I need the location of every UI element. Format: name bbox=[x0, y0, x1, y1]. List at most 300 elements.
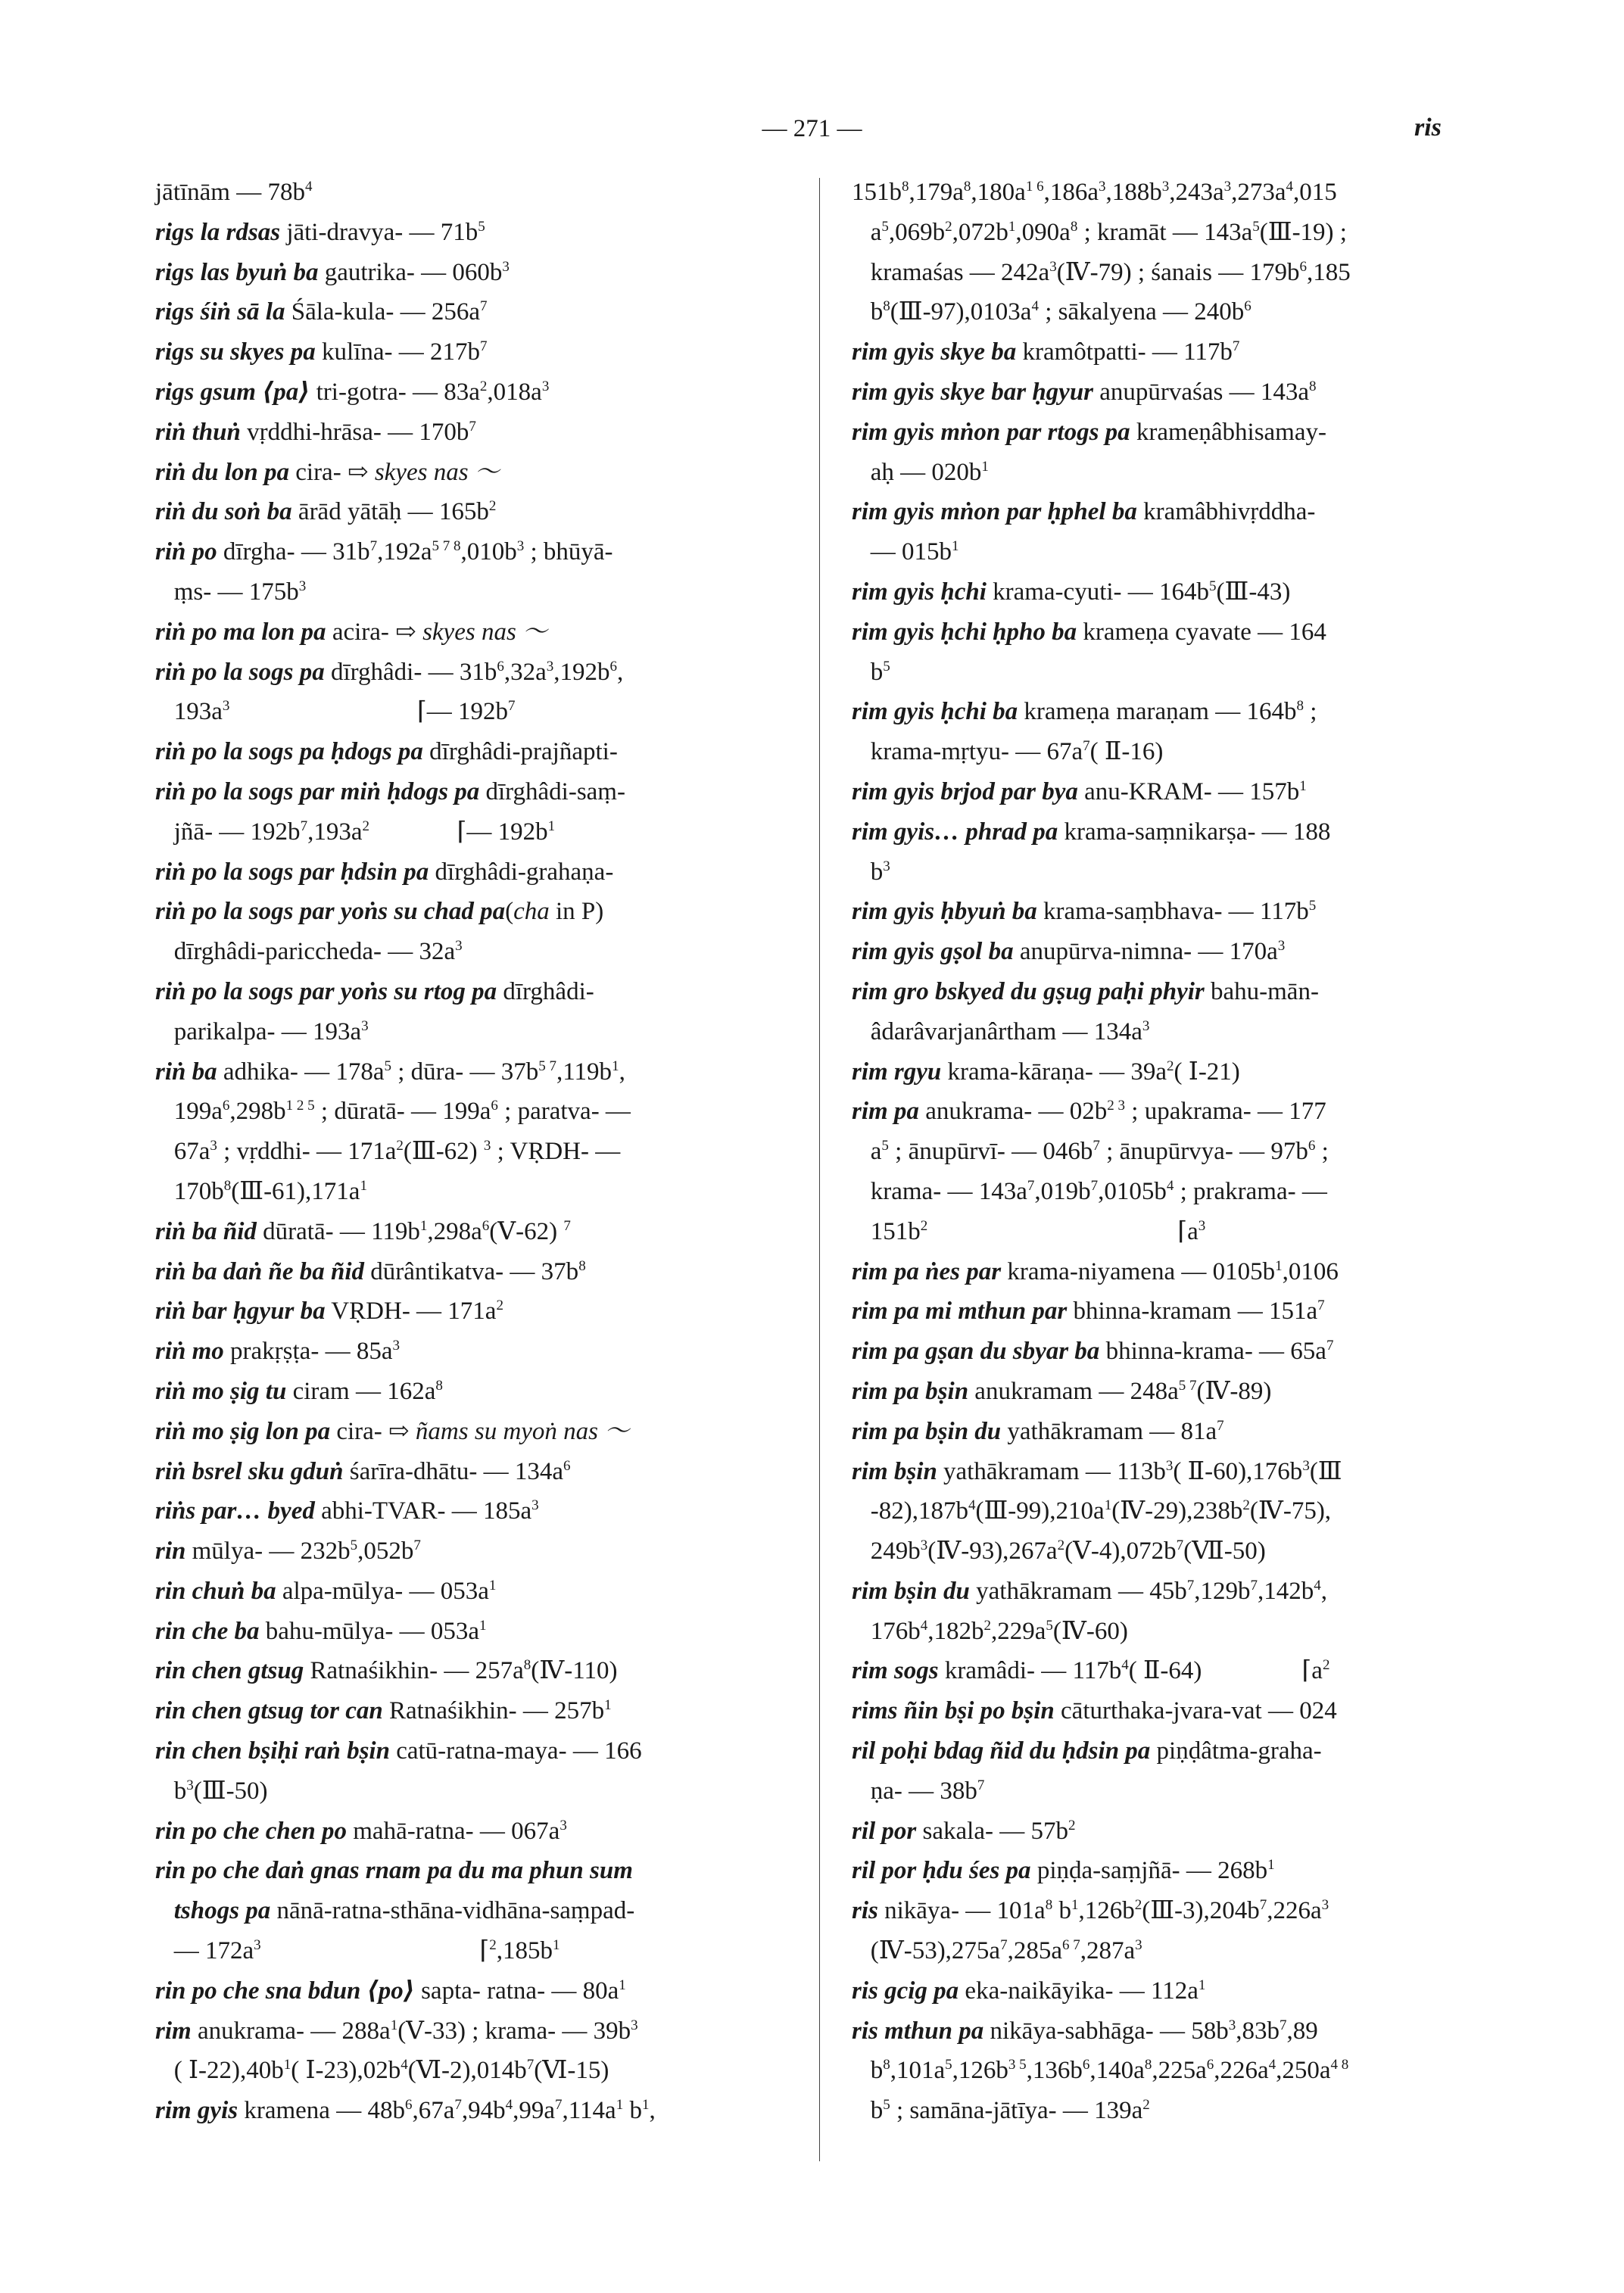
tibetan-headword: rim gyis bbox=[155, 2097, 238, 2125]
entry-text: krama-saṃbhava- — 117b bbox=[1036, 898, 1309, 926]
superscript: 7 bbox=[480, 338, 488, 355]
superscript: 1 bbox=[1267, 1857, 1275, 1874]
dictionary-line bbox=[852, 1612, 1499, 1652]
superscript: 8 bbox=[578, 1257, 586, 1274]
entry-text: piṇḍa-saṃjñā- — 268b bbox=[1030, 1857, 1268, 1885]
superscript: 3 bbox=[254, 1937, 261, 1954]
entry-text: a bbox=[852, 218, 882, 246]
tibetan-headword: rim gyis ḥchi ba bbox=[852, 698, 1018, 726]
entry-text: -82),187b bbox=[852, 1497, 968, 1525]
dictionary-line bbox=[155, 1092, 795, 1132]
superscript: 3 bbox=[1161, 179, 1170, 195]
superscript: 7 bbox=[300, 818, 308, 834]
superscript: 2 bbox=[1142, 2097, 1150, 2114]
entry-text: ,243a bbox=[1169, 179, 1224, 206]
entry-text: ,015 bbox=[1293, 179, 1337, 206]
superscript: 2 bbox=[1134, 1897, 1142, 1914]
tibetan-headword: riṅ po la sogs par yoṅs su chad pa bbox=[155, 898, 506, 926]
superscript: 7 bbox=[1093, 1138, 1100, 1154]
superscript: 8 bbox=[1144, 2057, 1152, 2073]
entry-text: b bbox=[852, 658, 884, 686]
superscript: 8 bbox=[902, 179, 909, 195]
tibetan-headword: riṅ du lon pa bbox=[155, 458, 289, 486]
superscript: 6 bbox=[222, 1098, 230, 1114]
page-number: — 271 — bbox=[762, 115, 862, 142]
dictionary-line bbox=[155, 653, 795, 693]
superscript: 4 bbox=[505, 2097, 513, 2114]
entry-text: ,140a bbox=[1089, 2057, 1145, 2085]
entry-text: ,090a bbox=[1015, 218, 1071, 246]
entry-text: ,019b bbox=[1034, 1177, 1091, 1205]
entry-text: mūlya- — 232b bbox=[185, 1537, 351, 1566]
dictionary-line bbox=[155, 332, 795, 372]
superscript: 4 bbox=[1314, 1577, 1321, 1594]
tibetan-headword: riṅ po la sogs pa bbox=[155, 658, 325, 686]
superscript: 6 bbox=[1206, 2057, 1214, 2073]
superscript: 2 bbox=[489, 1937, 497, 1954]
superscript: 7 bbox=[1217, 1417, 1224, 1434]
tibetan-headword: rim gyis skye bar ḥgyur bbox=[852, 378, 1094, 406]
dictionary-line bbox=[852, 932, 1499, 972]
tibetan-headword: rim gyis ḥchi ḥpho ba bbox=[852, 618, 1077, 646]
superscript: 5 bbox=[883, 2097, 890, 2114]
dictionary-line bbox=[155, 2051, 795, 2091]
entry-text: , bbox=[617, 658, 624, 686]
superscript: 3 bbox=[1228, 2017, 1236, 2033]
entry-text: (Ⅲ-61),171a bbox=[231, 1177, 360, 1205]
entry-text: nikāya-sabhāga- — 58b bbox=[983, 2017, 1229, 2045]
dictionary-line bbox=[852, 772, 1499, 812]
tibetan-headword: rim gyis brjod par bya bbox=[852, 777, 1078, 805]
entry-text: (Ⅲ-97),0103a bbox=[890, 298, 1032, 326]
italic-reference: ñams su myoṅ nas ～ bbox=[415, 1417, 630, 1445]
entry-text: jātīnām — 78b bbox=[155, 179, 305, 206]
entry-text: ; paratva- — bbox=[497, 1098, 631, 1126]
superscript: 4 bbox=[1268, 2057, 1276, 2073]
superscript: 8 bbox=[963, 179, 971, 195]
entry-text: (Ⅲ-3),204b bbox=[1142, 1897, 1260, 1925]
tibetan-headword: rin chen gtsug tor can bbox=[155, 1697, 383, 1725]
entry-text: kramaśas — 242a bbox=[852, 258, 1050, 286]
tibetan-headword: riṅ po la sogs par ḥdsin pa bbox=[155, 858, 429, 886]
superscript: 4 8 bbox=[1330, 2057, 1349, 2073]
entry-text: b bbox=[852, 858, 884, 886]
superscript: 3 bbox=[883, 858, 890, 874]
superscript: 3 bbox=[1135, 1937, 1142, 1954]
entry-text: anupūrva-nimna- — 170a bbox=[1013, 938, 1278, 966]
superscript: 7 bbox=[1186, 1577, 1195, 1594]
superscript: 1 bbox=[952, 538, 959, 555]
tibetan-headword: riṅ bar ḥgyur ba bbox=[155, 1298, 326, 1326]
superscript: 1 bbox=[612, 1058, 619, 1074]
superscript: 5 7 bbox=[538, 1058, 557, 1074]
entry-text: kramena — 48b bbox=[238, 2097, 405, 2125]
tibetan-headword: rin che ba bbox=[155, 1617, 260, 1645]
entry-text: dīrghâdi-prajñapti- bbox=[422, 738, 618, 766]
tibetan-headword: riṅs par… byed bbox=[155, 1497, 315, 1525]
dictionary-line bbox=[852, 732, 1499, 772]
superscript: 2 bbox=[920, 1217, 928, 1234]
entry-text: (Ⅳ-110) bbox=[531, 1657, 618, 1685]
entry-text: cira- ⇨ bbox=[289, 458, 375, 486]
entry-text: jāti-dravya- — 71b bbox=[280, 218, 478, 246]
dictionary-line bbox=[155, 1132, 795, 1172]
tibetan-headword: riṅ bsrel sku gduṅ bbox=[155, 1457, 344, 1485]
dictionary-line bbox=[852, 1771, 1499, 1812]
entry-text: dūrântikatva- — 37b bbox=[364, 1257, 579, 1285]
entry-text: , bbox=[1320, 1577, 1327, 1605]
entry-text: nānā-ratna-sthāna-vidhāna-saṃpad- bbox=[270, 1897, 635, 1925]
superscript: 8 bbox=[1045, 1897, 1053, 1914]
entry-text: b bbox=[1052, 1897, 1071, 1925]
superscript: 3 bbox=[516, 538, 525, 555]
superscript: 3 5 bbox=[1008, 2057, 1027, 2073]
entry-text: âdarâvarjanârtham — 134a bbox=[852, 1017, 1142, 1045]
entry-text: dīrghâdi-grahaṇa- bbox=[429, 858, 614, 886]
dictionary-line bbox=[155, 1172, 795, 1212]
superscript: 1 bbox=[553, 1937, 560, 1954]
tibetan-headword: riṅ po la sogs par miṅ ḥdogs pa bbox=[155, 777, 480, 805]
dictionary-line bbox=[155, 1452, 795, 1492]
entry-text: ciram — 162a bbox=[286, 1377, 436, 1405]
dictionary-line bbox=[852, 1252, 1499, 1292]
dictionary-line bbox=[155, 413, 795, 453]
entry-text: krameṇa maraṇam — 164b bbox=[1018, 698, 1297, 726]
italic-reference: skyes nas ～ bbox=[374, 458, 500, 486]
tibetan-headword: riṅ mo bbox=[155, 1338, 224, 1366]
superscript: 4 bbox=[1121, 1657, 1129, 1674]
tibetan-headword: riṅ mo ṣig lon pa bbox=[155, 1417, 331, 1445]
dictionary-line bbox=[852, 1691, 1499, 1731]
entry-text: (Ⅳ-29),238b bbox=[1111, 1497, 1243, 1525]
entry-text: ,0106 bbox=[1282, 1257, 1339, 1285]
entry-text: ,072b bbox=[952, 218, 1008, 246]
entry-text: nikāya- — 101a bbox=[877, 1897, 1046, 1925]
superscript: 1 bbox=[981, 458, 989, 475]
entry-text: ṇa- — 38b bbox=[852, 1777, 977, 1805]
tibetan-headword: rin po che chen po bbox=[155, 1817, 348, 1845]
entry-text: ( Ⅱ-64) ⌈a bbox=[1128, 1657, 1323, 1685]
dictionary-line bbox=[155, 1252, 795, 1292]
dictionary-line bbox=[155, 1412, 795, 1452]
superscript: 2 bbox=[983, 1617, 991, 1634]
tibetan-headword: rin po che daṅ gnas rnam pa du ma phun sum bbox=[155, 1857, 633, 1885]
superscript: 3 bbox=[1198, 1217, 1206, 1234]
superscript: 4 bbox=[1166, 1177, 1174, 1194]
superscript: 7 bbox=[1279, 2017, 1287, 2033]
dictionary-line bbox=[155, 1612, 795, 1652]
entry-text: (Ⅲ bbox=[1309, 1457, 1342, 1485]
superscript: 7 bbox=[1090, 1177, 1099, 1194]
superscript: 3 bbox=[1142, 1017, 1150, 1034]
superscript: 3 bbox=[920, 1537, 928, 1554]
dictionary-line bbox=[852, 892, 1499, 932]
dictionary-line bbox=[852, 1052, 1499, 1092]
superscript: 7 bbox=[1317, 1298, 1325, 1314]
entry-text: , bbox=[619, 1058, 625, 1086]
dictionary-line bbox=[155, 732, 795, 772]
dictionary-line bbox=[155, 1971, 795, 2011]
entry-text: — 015b bbox=[852, 538, 952, 566]
superscript: 1 bbox=[547, 818, 556, 834]
superscript: 8 bbox=[523, 1657, 531, 1674]
dictionary-line bbox=[155, 1812, 795, 1852]
entry-text: ,018a bbox=[487, 378, 542, 406]
entry-text: mahā-ratna- — 067a bbox=[347, 1817, 560, 1845]
dictionary-line bbox=[155, 292, 795, 332]
entry-text: 151b bbox=[852, 179, 902, 206]
entry-text: 67a bbox=[155, 1138, 210, 1166]
tibetan-headword: rin po che sna bdun ⟨po⟩ bbox=[155, 1977, 415, 2005]
tibetan-headword: rim gyis skye ba bbox=[852, 338, 1017, 366]
superscript: 5 bbox=[1308, 898, 1317, 914]
dictionary-line bbox=[852, 213, 1499, 253]
tibetan-headword: rim pa bṣin bbox=[852, 1377, 969, 1405]
tibetan-headword: rim gyis mṅon par ḥphel ba bbox=[852, 498, 1137, 526]
superscript: 5 7 8 bbox=[432, 538, 461, 555]
entry-text: krama-saṃnikarṣa- — 188 bbox=[1058, 818, 1331, 846]
entry-text: dīrghâdi- bbox=[497, 977, 594, 1005]
dictionary-line bbox=[852, 253, 1499, 293]
entry-text: ⌈ bbox=[260, 1937, 490, 1965]
dictionary-line bbox=[155, 972, 795, 1012]
entry-text: 193a bbox=[155, 698, 223, 726]
superscript: 1 bbox=[1299, 777, 1307, 794]
entry-text: (Ⅲ-19) ; bbox=[1259, 218, 1347, 246]
entry-text: ,186a bbox=[1043, 179, 1099, 206]
dictionary-line bbox=[852, 372, 1499, 413]
dictionary-line bbox=[155, 812, 795, 852]
entry-text: Śāla-kula- — 256a bbox=[285, 298, 480, 326]
dictionary-line bbox=[852, 852, 1499, 893]
entry-text: jñā- — 192b bbox=[155, 818, 301, 846]
dictionary-line bbox=[852, 612, 1499, 653]
entry-text: ( Ⅰ-22),40b bbox=[155, 2057, 284, 2085]
entry-text: ; ānupūrvya- — 97b bbox=[1099, 1138, 1308, 1166]
tibetan-headword: rigs su skyes pa bbox=[155, 338, 316, 366]
dictionary-line bbox=[852, 492, 1499, 532]
entry-text: ,298b bbox=[229, 1098, 286, 1126]
superscript: 3 bbox=[222, 698, 230, 715]
superscript: 7 bbox=[454, 2097, 462, 2114]
dictionary-line bbox=[852, 1731, 1499, 1771]
entry-text: (Ⅳ-93),267a bbox=[927, 1537, 1058, 1566]
entry-text: gautrika- — 060b bbox=[318, 258, 503, 286]
superscript: 6 bbox=[1308, 1138, 1316, 1154]
superscript: 5 bbox=[350, 1537, 358, 1554]
superscript: 2 bbox=[479, 378, 488, 394]
superscript: 5 bbox=[883, 658, 890, 675]
entry-text: ⌈— 192b bbox=[229, 698, 509, 726]
entry-text: ( Ⅰ-23),02b bbox=[291, 2057, 401, 2085]
entry-text: Ratnaśikhin- — 257a bbox=[304, 1657, 524, 1685]
superscript: 7 bbox=[1176, 1537, 1184, 1554]
superscript: 7 bbox=[413, 1537, 421, 1554]
superscript: 3 bbox=[210, 1138, 217, 1154]
superscript: 1 bbox=[616, 2097, 624, 2114]
dictionary-line bbox=[155, 2091, 795, 2131]
entry-text: ,192b bbox=[553, 658, 610, 686]
entry-text: anu-KRAM- — 157b bbox=[1077, 777, 1300, 805]
entry-text: ,89 bbox=[1286, 2017, 1318, 2045]
entry-text: ⌈a bbox=[927, 1217, 1199, 1245]
entry-text: bhinna-kramam — 151a bbox=[1067, 1298, 1318, 1326]
entry-text: ( Ⅱ-16) bbox=[1089, 738, 1164, 766]
superscript: 3 bbox=[541, 378, 550, 394]
entry-text: ,119b bbox=[556, 1058, 613, 1086]
superscript: 1 bbox=[604, 1697, 612, 1714]
entry-text: ,193a bbox=[307, 818, 363, 846]
dictionary-line bbox=[155, 1891, 795, 1931]
superscript: 8 bbox=[1296, 698, 1304, 715]
dictionary-line bbox=[155, 1731, 795, 1771]
superscript: 2 3 bbox=[1107, 1098, 1126, 1114]
superscript: 3 bbox=[502, 258, 510, 275]
italic-reference: skyes nas ～ bbox=[422, 618, 548, 646]
tibetan-headword: riṅ ba bbox=[155, 1058, 217, 1086]
entry-text: ( Ⅰ-21) bbox=[1174, 1058, 1240, 1086]
superscript: 6 bbox=[1082, 2057, 1090, 2073]
entry-text: krama-mṛtyu- — 67a bbox=[852, 738, 1083, 766]
entry-text: ; VṚDH- — bbox=[491, 1138, 621, 1166]
entry-text: a bbox=[852, 1138, 882, 1166]
entry-text: b bbox=[852, 2097, 884, 2125]
entry-text: ,192a bbox=[377, 538, 432, 566]
entry-text: 249b bbox=[852, 1537, 921, 1566]
superscript: 7 bbox=[508, 698, 516, 715]
tibetan-headword: rim rgyu bbox=[852, 1058, 942, 1086]
entry-text: ; sākalyena — 240b bbox=[1038, 298, 1245, 326]
dictionary-line bbox=[155, 1771, 795, 1812]
tibetan-headword: rim pa ṅes par bbox=[852, 1257, 1002, 1285]
entry-text: kramôtpatti- — 117b bbox=[1016, 338, 1233, 366]
dictionary-line bbox=[852, 453, 1499, 493]
tibetan-headword: riṅ du soṅ ba bbox=[155, 498, 292, 526]
superscript: 5 7 bbox=[1178, 1377, 1197, 1394]
dictionary-line bbox=[852, 1971, 1499, 2011]
entry-text: (Ⅳ-53),275a bbox=[852, 1937, 1001, 1965]
entry-text: ,185b bbox=[496, 1937, 553, 1965]
superscript: 3 bbox=[531, 1497, 539, 1514]
superscript: 2 bbox=[488, 498, 497, 515]
superscript: 1 bbox=[479, 1617, 487, 1634]
entry-text: (Ⅲ-50) bbox=[193, 1777, 268, 1805]
entry-text: krameṇâbhisamay- bbox=[1130, 418, 1326, 446]
entry-text: śarīra-dhātu- — 134a bbox=[343, 1457, 563, 1485]
tibetan-headword: riṅ po bbox=[155, 538, 217, 566]
dictionary-line bbox=[155, 1572, 795, 1612]
entry-text: ,136b bbox=[1026, 2057, 1083, 2085]
entry-text: ,069b bbox=[888, 218, 946, 246]
entry-text: ,129b bbox=[1194, 1577, 1251, 1605]
superscript: 1 bbox=[1198, 1977, 1206, 1993]
entry-text: krama-cyuti- — 164b bbox=[986, 578, 1210, 606]
superscript: 5 bbox=[478, 218, 485, 235]
superscript: 5 bbox=[1046, 1617, 1053, 1634]
entry-text: ; dūra- — 37b bbox=[391, 1058, 539, 1086]
entry-text: (Ⅵ-15) bbox=[534, 2057, 609, 2085]
entry-text: ,052b bbox=[357, 1537, 414, 1566]
entry-text: anupūrvaśas — 143a bbox=[1093, 378, 1310, 406]
entry-text: ,142b bbox=[1258, 1577, 1314, 1605]
entry-text: ; bbox=[1303, 698, 1317, 726]
tibetan-headword: rim gyis gṣol ba bbox=[852, 938, 1014, 966]
entry-text: sakala- — 57b bbox=[916, 1817, 1068, 1845]
entry-text: ; samāna-jātīya- — 139a bbox=[890, 2097, 1143, 2125]
superscript: 4 bbox=[968, 1497, 976, 1514]
entry-text: ārād yātāḥ — 165b bbox=[291, 498, 489, 526]
superscript: 7 bbox=[480, 298, 488, 315]
superscript: 7 bbox=[977, 1777, 985, 1793]
superscript: 3 bbox=[1302, 1457, 1310, 1474]
entry-text: ; ānupūrvī- — 046b bbox=[888, 1138, 1093, 1166]
superscript: 6 bbox=[563, 1457, 571, 1474]
dictionary-line bbox=[155, 1491, 795, 1531]
entry-text: VṚDH- — 171a bbox=[325, 1298, 497, 1326]
tibetan-headword: rim pa bṣin du bbox=[852, 1417, 1002, 1445]
dictionary-line bbox=[852, 2091, 1499, 2131]
entry-text: b bbox=[852, 298, 884, 326]
entry-text: (Ⅳ-79) ; śanais — 179b bbox=[1056, 258, 1300, 286]
superscript: 4 bbox=[401, 2057, 408, 2073]
tibetan-headword: ris mthun pa bbox=[852, 2017, 984, 2045]
entry-text: 151b bbox=[852, 1217, 921, 1245]
entry-text: krama-kāraṇa- — 39a bbox=[941, 1058, 1167, 1086]
superscript: 8 bbox=[223, 1177, 232, 1194]
superscript: 4 bbox=[1286, 179, 1294, 195]
entry-text: kulīna- — 217b bbox=[315, 338, 481, 366]
entry-text: ,99a bbox=[513, 2097, 556, 2125]
superscript: 7 bbox=[563, 1217, 571, 1234]
entry-text: prakṛṣṭa- — 85a bbox=[223, 1338, 393, 1366]
entry-text: anukrama- — 02b bbox=[918, 1098, 1108, 1126]
superscript: 7 bbox=[555, 2097, 563, 2114]
superscript: 1 bbox=[390, 2017, 398, 2033]
entry-text: ,114a bbox=[562, 2097, 616, 2125]
dictionary-line bbox=[852, 1212, 1499, 1252]
superscript: 4 bbox=[920, 1617, 928, 1634]
entry-text: piṇḍâtma-graha- bbox=[1150, 1737, 1322, 1765]
superscript: 3 bbox=[361, 1017, 369, 1034]
entry-text: b bbox=[852, 2057, 884, 2085]
superscript: 2 bbox=[1068, 1817, 1076, 1833]
superscript: 3 bbox=[1277, 938, 1286, 955]
dictionary-line bbox=[155, 1212, 795, 1252]
entry-text: (Ⅲ-62) bbox=[403, 1138, 484, 1166]
entry-text: , bbox=[649, 2097, 656, 2125]
entry-text: ; prakrama- — bbox=[1174, 1177, 1327, 1205]
tibetan-headword: rim gyis ḥchi bbox=[852, 578, 987, 606]
dictionary-line bbox=[155, 1012, 795, 1052]
superscript: 1 bbox=[1071, 1897, 1079, 1914]
dictionary-line bbox=[852, 2011, 1499, 2052]
dictionary-line bbox=[852, 1572, 1499, 1612]
entry-text: ⌈— 192b bbox=[369, 818, 548, 846]
dictionary-line bbox=[155, 692, 795, 732]
entry-text: bhinna-krama- — 65a bbox=[1099, 1338, 1326, 1366]
entry-text: ,229a bbox=[991, 1617, 1046, 1645]
tibetan-headword: rim pa bbox=[852, 1098, 919, 1126]
dictionary-line bbox=[852, 1332, 1499, 1372]
tibetan-headword: riṅ thuṅ bbox=[155, 418, 241, 446]
entry-text: ; bhūyā- bbox=[524, 538, 613, 566]
tibetan-headword: riṅ mo ṣig tu bbox=[155, 1377, 287, 1405]
superscript: 2 bbox=[496, 1298, 503, 1314]
superscript: 1 bbox=[488, 1577, 497, 1594]
dictionary-line bbox=[852, 292, 1499, 332]
right-column bbox=[852, 173, 1499, 2131]
tibetan-headword: rim pa mi mthun par bbox=[852, 1298, 1068, 1326]
